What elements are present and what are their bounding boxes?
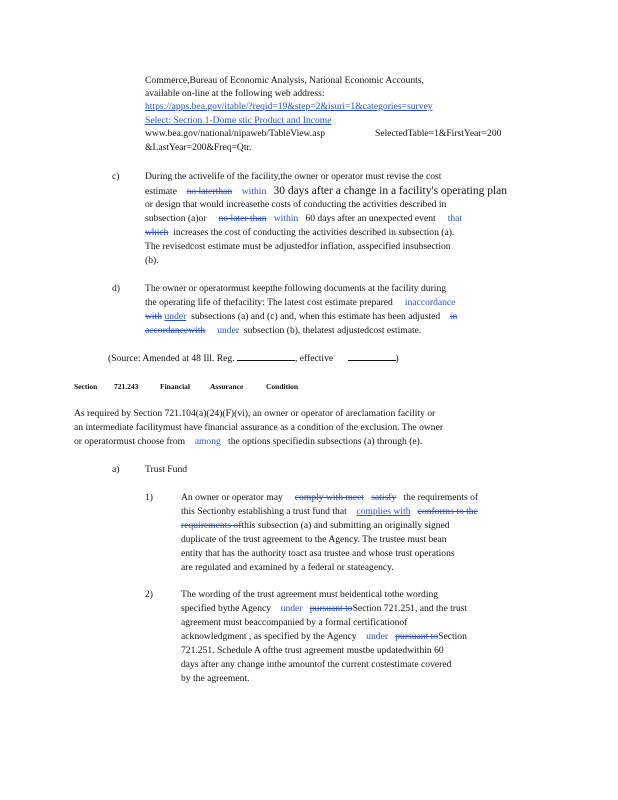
intro-line-2: available on-line at the following web address: — [145, 88, 325, 99]
a2-line-2 — [181, 602, 467, 616]
body-line-3 — [74, 435, 422, 449]
inserted-bold-text: 30 days after a change in a facility's operating plan — [273, 185, 508, 197]
a2-text: Section 721.251, and the trust — [352, 603, 468, 614]
c-line-3: or design that would increasethe costs of conducting the activities described in — [145, 199, 447, 210]
a1-line-3 — [181, 519, 450, 533]
bea-url-2-tail: &LastYear=200&Freq=Qtr. — [145, 142, 252, 153]
item-a-label: a) — [112, 464, 120, 475]
c-line-2 — [145, 184, 507, 199]
c-line-5 — [145, 226, 454, 240]
item-a-title: Trust Fund — [145, 464, 188, 475]
c-line-1: During the activelife of the facility,the owner or operator must revise the cost — [145, 171, 442, 182]
a1-line-5: entity that has the authority toact asa trustee and whose trust operations — [181, 548, 455, 559]
body-line-2: an intermediate facilitymust have financial assurance as a condition of the exclusion. The owner — [74, 422, 444, 433]
item-c-label: c) — [112, 171, 120, 182]
deleted-text: in — [449, 311, 458, 322]
deleted-text: with — [145, 311, 163, 322]
d-line-4 — [145, 324, 421, 338]
deleted-text: satisfy — [371, 492, 397, 503]
deleted-text: which — [145, 227, 169, 238]
section-word: Section — [74, 382, 98, 391]
deleted-text: pursuant to — [309, 603, 353, 614]
section-title-1: Financial — [160, 382, 191, 391]
inserted-text: under — [366, 631, 389, 642]
bea-link-select[interactable]: Select: Section 1-Dome stic Product and Income — [145, 115, 332, 126]
section-title-2: Assurance — [210, 382, 244, 391]
c-text: estimate — [145, 186, 177, 197]
inserted-text: complies with — [356, 506, 411, 517]
c-text: 60 days after an unexpected event — [305, 213, 436, 224]
a1-text: this Sectionby establishing a trust fund that — [181, 506, 347, 517]
d-line-1: The owner or operatormust keepthe following documents at the facility during — [145, 283, 447, 294]
section-title-3: Condition — [266, 382, 299, 391]
inserted-text: within — [241, 186, 267, 197]
c-line-4 — [145, 212, 462, 226]
a2-line-3: agreement must beaccompanied by a formal certificationof — [181, 617, 408, 628]
inserted-text: that — [447, 213, 463, 224]
source-effective: , effective — [294, 353, 334, 364]
inserted-text: among — [194, 436, 221, 447]
source-close: ) — [395, 353, 399, 364]
source-note — [108, 351, 399, 366]
deleted-text: accordancewith — [145, 325, 206, 336]
a1-text: this subsection (a) and submitting an originally signed — [241, 520, 450, 531]
a2-text: specified bythe Agency — [181, 603, 272, 614]
d-text: subsection (b), thelatest adjustedcost estimate. — [243, 325, 422, 336]
a2-line-1: The wording of the trust agreement must beidentical tothe wording — [181, 589, 439, 600]
deleted-text: comply with meet — [294, 492, 365, 503]
bea-link-1[interactable]: https://apps.bea.gov/itable/?reqid=19&step=2&isuri=1&categories=survey — [145, 101, 433, 112]
inserted-text: inaccordance — [404, 297, 456, 308]
c-line-6: The revisedcost estimate must be adjustedfor inflation, asspecified insubsection — [145, 241, 451, 252]
deleted-text: no laterthan — [186, 186, 233, 197]
source-blank-1 — [237, 351, 295, 361]
body-line-1: As required by Section 721.104(a)(24)(F)(vi), an owner or operator of areclamation facility or — [74, 408, 436, 419]
deleted-text: no later than — [218, 213, 267, 224]
d-line-2 — [145, 296, 455, 310]
a1-text: the requirements of — [403, 492, 479, 503]
d-line-3 — [145, 310, 457, 324]
inserted-text: within — [273, 213, 299, 224]
section-number: 721.243 — [114, 382, 139, 391]
intro-line-1: Commerce,Bureau of Economic Analysis, National Economic Accounts, — [145, 75, 424, 86]
item-d-label: d) — [112, 283, 120, 294]
source-text: (Source: Amended at 48 Ill. Reg. — [108, 353, 235, 364]
deleted-text: pursuant to — [395, 631, 439, 642]
c-line-7: (b). — [145, 255, 159, 266]
c-text: subsection (a)or — [145, 213, 207, 224]
a1-line-4: duplicate of the trust agreement to the Agency. The trustee must bean — [181, 534, 447, 545]
bea-url-2: www.bea.gov/national/nipaweb/TableView.asp — [145, 128, 325, 139]
a2-line-7: by the agreement. — [181, 673, 250, 684]
body-text: or operatormust choose from — [74, 436, 186, 447]
a2-text: acknowledgment , as specified by the Agency — [181, 631, 357, 642]
deleted-text: conforms to the — [417, 506, 478, 517]
d-text: subsections (a) and (c) and, when this estimate has been adjusted — [191, 311, 441, 322]
a2-line-4 — [181, 630, 467, 644]
inserted-text: under — [217, 325, 240, 336]
source-blank-2 — [348, 351, 396, 361]
inserted-text: under — [280, 603, 303, 614]
d-text: the operating life of thefacility: The latest cost estimate prepared — [145, 297, 393, 308]
a2-line-6: days after any change inthe amountof the current costestimate covered — [181, 659, 452, 670]
a2-text: Section — [438, 631, 467, 642]
a1-line-6: are regulated and examined by a federal or stateagency. — [181, 562, 394, 573]
inserted-text: under — [164, 311, 187, 322]
deleted-text: requirements of — [181, 520, 242, 531]
a1-line-1 — [181, 491, 478, 505]
item-a1-label: 1) — [145, 492, 153, 503]
a1-line-2 — [181, 505, 478, 519]
bea-url-2-query: SelectedTable=1&FirstYear=200 — [375, 128, 502, 139]
a2-line-5: 721.251. Schedule A ofthe trust agreement mustbe updatedwithin 60 — [181, 645, 444, 656]
item-a2-label: 2) — [145, 589, 153, 600]
c-text: increases the cost of conducting the activities described in subsection (a). — [173, 227, 455, 238]
body-text: the options specifiedin subsections (a) through (e). — [228, 436, 423, 447]
a1-text: An owner or operator may — [181, 492, 283, 503]
